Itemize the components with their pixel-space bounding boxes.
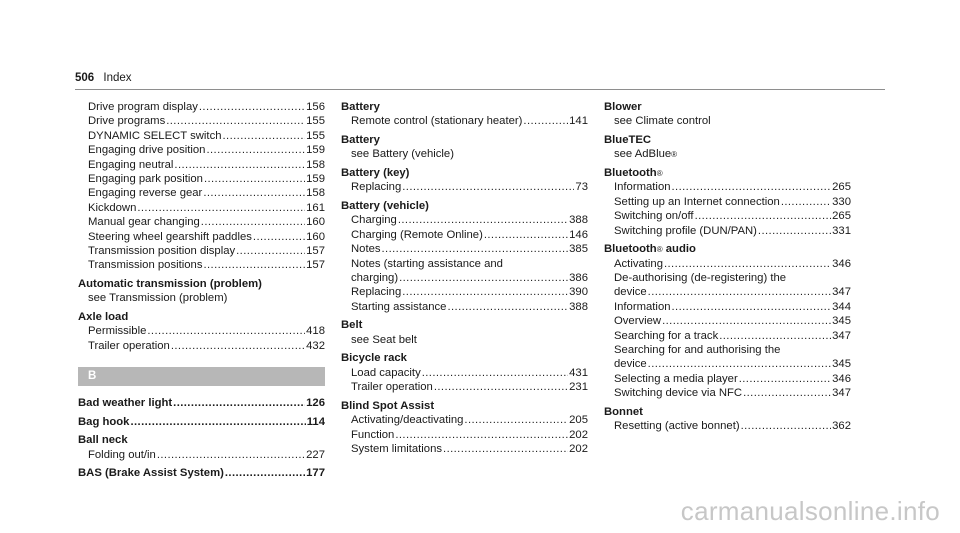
entry-label: BAS (Brake Assist System) [78,467,224,480]
page-reference[interactable]: 205 [569,414,588,427]
entry-label: Manual gear changing [88,216,200,229]
entry-label: BlueTEC [604,134,652,146]
entry-label: Starting assistance [351,300,447,313]
page-reference[interactable]: 177 [306,467,325,480]
index-entry-heading [341,100,588,114]
index-entry[interactable] [341,380,588,394]
index-entry[interactable] [78,230,325,244]
index-entry[interactable] [604,329,851,343]
page-reference[interactable]: 126 [306,397,325,410]
page-reference[interactable]: 231 [569,381,588,394]
index-entry[interactable] [341,180,588,194]
entry-label: see Seat belt [351,333,417,346]
index-list-b [78,396,325,481]
entry-label: System limitations [351,443,443,456]
index-entry[interactable] [341,114,588,128]
dot-leader [225,466,305,480]
page-reference[interactable]: 157 [306,245,325,258]
index-entry[interactable] [78,172,325,186]
index-entry-heading [341,166,588,180]
index-entry-heading[interactable] [78,396,325,410]
dot-leader [199,100,305,114]
dot-leader [523,114,568,128]
dot-leader [173,396,305,410]
dot-leader [662,314,831,328]
index-entry[interactable] [78,158,325,172]
section-heading-b: B [78,367,325,386]
index-entry[interactable] [341,228,588,242]
entry-label: Information [614,300,671,313]
dot-leader [447,300,568,314]
dot-leader [464,413,568,427]
page-reference[interactable]: 346 [832,257,851,270]
entry-label: Overview [614,315,662,328]
entry-label: Remote control (stationary heater) [351,115,523,128]
entry-label: see Climate control [614,115,711,128]
page-reference[interactable]: 141 [569,115,588,128]
dot-leader [434,380,568,394]
page-reference[interactable]: 160 [306,230,325,243]
watermark: carmanualsonline.info [680,496,940,526]
index-entry[interactable] [341,428,588,442]
dot-leader [664,257,831,271]
entry-label: Engaging park position [88,173,203,186]
dot-leader [166,114,305,128]
index-column-1 [78,100,325,481]
entry-label: Notes [351,243,381,256]
index-entry[interactable] [604,419,851,433]
index-entry[interactable] [604,285,851,299]
entry-label: Charging (Remote Online) [351,228,483,241]
entry-label: Bluetooth [604,167,657,179]
index-entry [604,271,851,285]
dot-leader [171,339,305,353]
entry-label: Charging [351,214,397,227]
dot-leader [402,180,574,194]
index-entry[interactable] [604,257,851,271]
index-entry[interactable] [78,339,325,353]
entry-label: Permissible [88,325,147,338]
index-entry [604,114,851,128]
index-entry[interactable] [78,448,325,462]
index-entry-heading [604,133,851,147]
dot-leader [781,195,831,209]
page-reference[interactable]: 388 [569,214,588,227]
index-entry[interactable] [78,129,325,143]
dot-leader [223,129,306,143]
entry-label: Axle load [78,311,129,324]
entry-label: Resetting (active bonnet) [614,420,740,433]
dot-leader [398,213,568,227]
entry-label: Bag hook [78,415,130,428]
index-entry[interactable] [604,224,851,238]
entry-label: Setting up an Internet connection [614,195,780,208]
dot-leader [672,180,832,194]
index-entry: see AdBlue ® [614,148,678,161]
page-reference[interactable]: 347 [832,387,851,400]
page-reference[interactable]: 345 [832,358,851,371]
page-header [75,72,132,84]
index-entry[interactable] [604,209,851,223]
index-entry [341,257,588,271]
dot-leader [147,324,305,338]
page-reference[interactable]: 362 [832,420,851,433]
index-entry [341,147,588,161]
page-reference[interactable]: 156 [306,101,325,113]
dot-leader [157,448,305,462]
entry-label: Switching on/off [614,210,694,223]
dot-leader [130,415,305,429]
dot-leader [739,372,831,386]
index-entry[interactable] [78,258,325,272]
index-entry-heading [78,433,325,447]
entry-label: Belt [341,319,363,332]
index-entry[interactable] [604,357,851,371]
dot-leader [399,271,568,285]
dot-leader [672,300,832,314]
index-entry-heading [341,199,588,213]
index-entry[interactable] [604,372,851,386]
index-entry[interactable] [341,213,588,227]
entry-label-suffix: audio [662,243,696,256]
entry-label: Bicycle rack [341,352,407,365]
page-reference[interactable]: 385 [569,243,588,256]
entry-label: Bonnet [604,405,643,418]
dot-leader [402,285,568,299]
entry-label: Searching for and authorising the [614,344,781,357]
index-entry[interactable] [78,114,325,128]
page-reference[interactable]: 158 [306,187,325,200]
entry-label: Trailer operation [88,339,170,352]
index-list [604,100,851,434]
page-reference[interactable]: 160 [306,216,325,229]
index-entry[interactable] [604,195,851,209]
dot-leader [174,158,305,172]
index-entry-heading [78,277,325,291]
index-entry[interactable] [341,366,588,380]
page-reference[interactable]: 390 [569,286,588,299]
page-reference[interactable]: 346 [832,372,851,385]
dot-leader [758,224,831,238]
entry-label: Load capacity [351,366,421,379]
index-entry[interactable] [341,271,588,285]
index-entry-heading: Bluetooth ® [604,167,663,179]
entry-label: Drive program display [88,101,198,113]
entry-label: Bluetooth [604,243,657,256]
index-entry[interactable] [341,285,588,299]
index-entry[interactable] [341,413,588,427]
dot-leader [236,244,305,258]
index-entry[interactable] [78,186,325,200]
entry-label: Trailer operation [351,381,433,394]
entry-label: Battery [341,134,380,146]
page-number: 506 [75,72,95,84]
page-reference[interactable]: 432 [306,339,325,352]
index-entry-heading [341,351,588,365]
dot-leader [203,186,305,200]
entry-label: Blower [604,101,642,113]
entry-label: Engaging reverse gear [88,187,203,200]
page-reference[interactable]: 202 [569,428,588,441]
entry-label: Automatic transmission (problem) [78,278,262,291]
index-entry [78,291,325,305]
dot-leader [395,428,568,442]
dot-leader [382,242,569,256]
index-entry[interactable] [341,442,588,456]
entry-label: Switching device via NFC [614,387,743,400]
index-entry-heading[interactable] [78,466,325,480]
index-list [341,100,588,456]
entry-label: Bad weather light [78,397,173,410]
entry-label: Function [351,428,395,441]
index-entry[interactable] [604,314,851,328]
dot-leader [204,172,305,186]
entry-label: see Battery (vehicle) [351,148,454,161]
index-column-3 [604,100,851,434]
dot-leader [648,285,831,299]
dot-leader [137,201,305,215]
entry-label: Searching for a track [614,329,719,342]
index-column-2 [341,100,588,456]
index-list-a [78,100,325,353]
entry-label: Engaging neutral [88,158,174,171]
dot-leader [203,258,305,272]
index-entry[interactable] [341,242,588,256]
dot-leader [743,386,831,400]
entry-label: Selecting a media player [614,372,738,385]
page-reference[interactable]: 159 [306,144,325,157]
entry-label: Replacing [351,286,402,299]
index-entry-heading [604,100,851,114]
index-entry[interactable] [78,100,325,114]
page-reference[interactable]: 431 [569,366,588,379]
page-reference[interactable]: 388 [569,300,588,313]
index-entry[interactable] [78,244,325,258]
page-reference[interactable]: 330 [832,195,851,208]
entry-label: Information [614,181,671,194]
index-entry-heading: Bluetooth ® audio [604,243,696,256]
entry-label: Activating/deactivating [351,414,464,427]
page-reference[interactable]: 158 [306,158,325,171]
page-reference[interactable]: 344 [832,300,851,313]
page-reference[interactable]: 265 [832,210,851,223]
page-reference[interactable]: 161 [306,201,325,214]
entry-label: Battery (key) [341,167,410,179]
index-entry[interactable] [604,386,851,400]
page-reference[interactable]: 331 [832,224,851,237]
index-entry-heading [341,133,588,147]
entry-label: see Transmission (problem) [88,292,228,305]
index-entry[interactable] [78,143,325,157]
section-title: Index [103,72,132,84]
dot-leader [741,419,832,433]
index-entry [341,333,588,347]
entry-label: Drive programs [88,115,166,128]
dot-leader [695,209,832,223]
page-reference[interactable]: 155 [306,129,325,142]
entry-label: Transmission position display [88,245,236,258]
dot-leader [648,357,831,371]
page-reference[interactable]: 157 [306,259,325,272]
index-entry-heading [341,318,588,332]
dot-leader [201,215,305,229]
entry-label: Ball neck [78,434,128,447]
page-reference[interactable]: 114 [306,415,325,428]
entry-label: Engaging drive position [88,144,206,157]
page-reference[interactable]: 202 [569,443,588,456]
page-reference[interactable]: 159 [306,173,325,186]
entry-label: device [614,286,647,299]
entry-label: Kickdown [88,201,137,214]
entry-label: Steering wheel gearshift paddles [88,230,252,243]
page-reference[interactable]: 386 [569,272,588,285]
entry-label: Battery [341,101,380,113]
index-entry[interactable] [604,180,851,194]
entry-label: Switching profile (DUN/PAN) [614,224,757,237]
header-divider [75,89,885,90]
index-entry-heading[interactable] [78,415,325,429]
dot-leader [253,230,305,244]
index-entry[interactable] [78,215,325,229]
index-entry[interactable] [78,324,325,338]
entry-label: Notes (starting assistance and [351,257,503,270]
dot-leader [206,143,305,157]
entry-label: Battery (vehicle) [341,200,429,212]
page-reference[interactable]: 73 [575,181,588,194]
page-reference[interactable]: 347 [832,286,851,299]
page-reference[interactable]: 347 [832,329,851,342]
page-reference[interactable]: 418 [306,325,325,338]
entry-label: DYNAMIC SELECT switch [88,129,222,142]
page-reference[interactable]: 345 [832,315,851,328]
entry-label: device [614,358,647,371]
page-reference[interactable]: 146 [569,228,588,241]
entry-label: De-authorising (de-registering) the [614,272,787,285]
entry-label: charging) [351,272,399,285]
index-entry-heading [341,399,588,413]
dot-leader [719,329,831,343]
index-entry-heading [604,405,851,419]
entry-label: Activating [614,257,663,270]
page-reference[interactable]: 155 [306,115,325,128]
entry-label: Replacing [351,181,402,194]
dot-leader [484,228,568,242]
page-reference[interactable]: 227 [306,448,325,461]
dot-leader [443,442,568,456]
entry-label: Blind Spot Assist [341,399,435,412]
index-entry [604,343,851,357]
page-reference[interactable]: 265 [832,181,851,194]
index-entry[interactable] [604,300,851,314]
entry-label: Transmission positions [88,259,203,272]
index-entry-heading [78,310,325,324]
dot-leader [422,366,568,380]
entry-label: Folding out/in [88,448,156,461]
index-entry[interactable] [341,300,588,314]
index-entry[interactable] [78,201,325,215]
entry-label: see AdBlue [614,148,672,161]
